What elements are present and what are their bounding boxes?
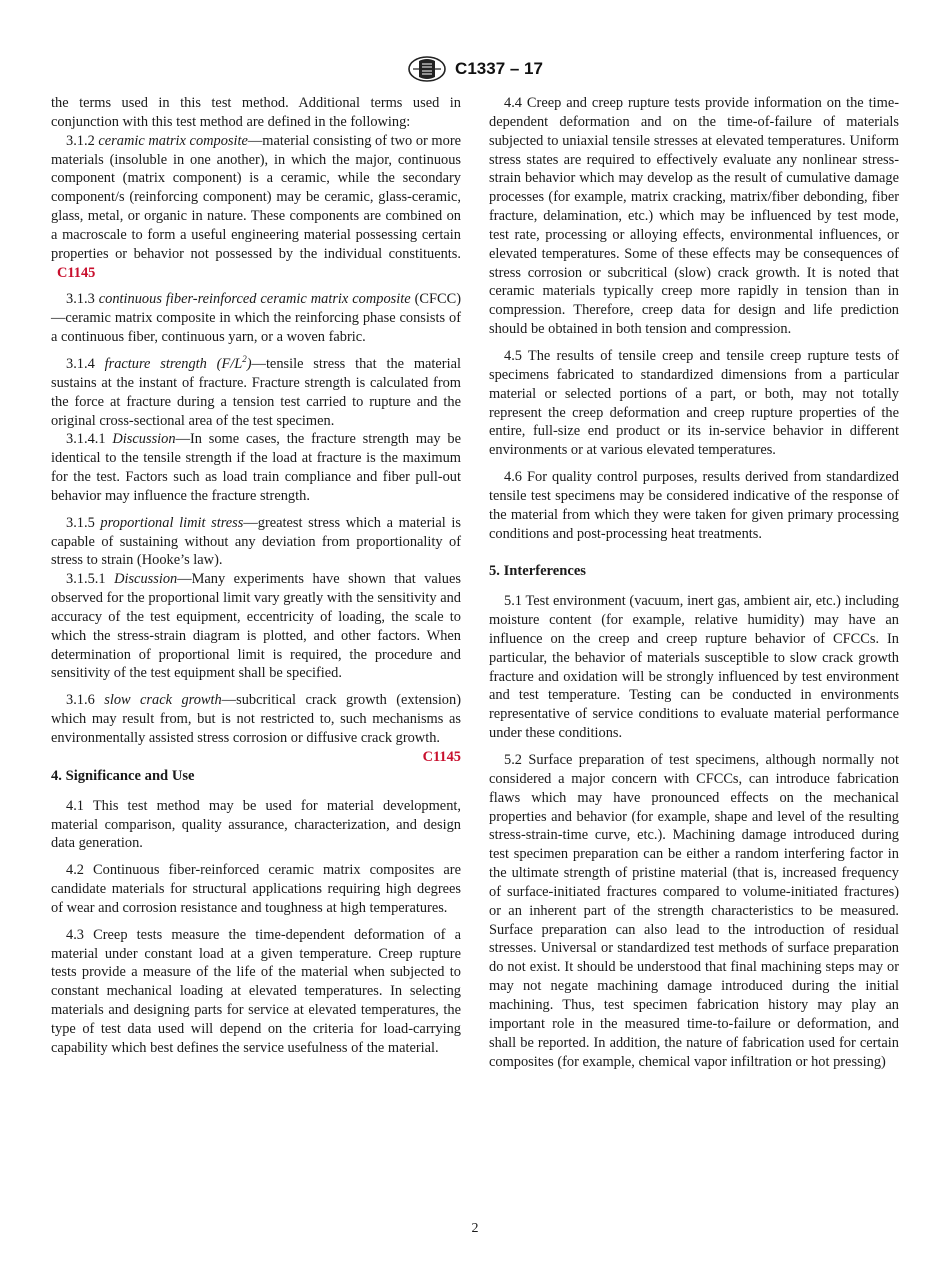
- discussion-proportional-limit: [51, 570, 461, 683]
- defined-term: proportional limit stress: [100, 514, 244, 531]
- definition-text: —greatest stress which a material is capable of sustaining without any deviation from proportionality of stress to strain (Hooke’s law).: [51, 514, 461, 569]
- paragraph: 4.1 This test method may be used for material development, material comparison, quality assurance, characterization, and design data generation.: [51, 797, 461, 852]
- definition-text: —subcritical crack growth (extension) which may result from, but is not restricted to, such mechanisms as environmentally assisted stress corrosion or diffusive crack growth.: [51, 692, 461, 746]
- astm-logo-icon: [407, 55, 447, 83]
- paragraph: 5.1 Test environment (vacuum, inert gas, ambient air, etc.) including moisture content (for example, relative humidity) may have an influence on the creep and creep rupture behavior of CFCCs. In particular, the behavior of materials susceptible to slow crack growth fracture and oxidation will be strongly influenced by test environment and test temperature. Testing can be conducted in environments representative of service conditions to evaluate material performance under these conditions.: [489, 593, 899, 742]
- paragraph: 4.3 Creep tests measure the time-dependent deformation of a material under constant load at a given temperature. Creep rupture tests provide a measure of the life of the material when subjected to constant mechanical loading at elevated temperatures. In selecting materials and designing parts for service at elevated temperatures, the type of test data used will depend on the criteria for load-carrying capability which best defines the service usefulness of the material.: [51, 926, 461, 1056]
- discussion-text: —In some cases, the fracture strength may be identical to the tensile strength if the load at fracture is the maximum for the test. Factors such as load train compliance and fiber pull-out behavior may influence the fracture strength.: [51, 431, 461, 504]
- defined-term: continuous fiber-reinforced ceramic matrix composite: [98, 291, 411, 308]
- definition-text: —material consisting of two or more materials (insoluble in one another), in which the major, continuous component (matrix component) is a ceramic, while the secondary component/s (reinforcing component) may be ceramic, glass-ceramic, glass, metal, or organic in nature. These components are combined on a macroscale to form a useful engineering material possessing certain properties or behavior not possessed by the individual constituents.: [51, 132, 461, 262]
- section-heading-significance: 4. Significance and Use: [51, 767, 195, 784]
- right-column: [489, 94, 899, 1071]
- section-number: 3.1.2: [66, 132, 95, 149]
- term-close: ): [246, 355, 252, 372]
- definition-fracture-strength: [51, 355, 461, 430]
- defined-term: ceramic matrix composite: [98, 132, 248, 149]
- definition-proportional-limit-stress: [51, 514, 461, 571]
- definition-slow-crack-growth: [51, 691, 461, 765]
- paragraph: 4.5 The results of tensile creep and tensile creep rupture tests of specimens fabricated to standardized dimensions from a particular material or selected portions of a part, or both, may not totally represent the creep deformation and creep rupture properties of the entire, full-size end product or its in-service behavior in different environments or at various elevated temperatures.: [489, 347, 899, 459]
- section-heading-interferences: 5. Interferences: [489, 563, 586, 580]
- reference-link[interactable]: C1145: [57, 264, 96, 281]
- page-number: 2: [471, 1221, 479, 1236]
- definition-ceramic-matrix-composite: [51, 132, 461, 283]
- section-number: 3.1.3: [66, 291, 95, 308]
- section-number: 3.1.5.1: [66, 571, 106, 588]
- paragraph: 5.2 Surface preparation of test specimens, although normally not considered a major concern with CFCCs, can introduce fabrication flaws which may have pronounced effects on the mechanical properties and behavior (for example, shape and level of the resulting stress-strain-time curve, etc.). Machining damage introduced during test specimen preparation can be either a random interfering factor in the ultimate strength of pristine material (that is, increased frequency of surface-initiated fractures compared to volume-initiated fractures) or an inherent part of the strength characteristics to be measured. Surface preparation can also lead to the introduction of residual stresses. Universal or standardized test methods of surface preparation do not exist. It should be understood that final machining steps may or may not negate machining damage introduced during the initial machining. Thus, test specimen fabrication history may play an important role in the measured time-to-failure or deformation, and shall be reported. In addition, the nature of fabrication used for certain composites (for example, chemical vapor infiltration or hot pressing): [489, 752, 899, 1070]
- definition-cfcc: [51, 290, 461, 347]
- section-number: 3.1.4: [66, 355, 95, 372]
- discussion-label: Discussion: [112, 431, 176, 448]
- paragraph: 4.2 Continuous fiber-reinforced ceramic matrix composites are candidate materials for structural applications requiring high degrees of wear and corrosion resistance and toughness at high temperatures.: [51, 862, 461, 916]
- defined-term: slow crack growth: [104, 692, 222, 709]
- standard-code: C1337 – 17: [455, 59, 543, 78]
- discussion-label: Discussion: [114, 571, 178, 588]
- defined-term: [105, 356, 252, 372]
- section-number: 3.1.4.1: [66, 431, 106, 448]
- paragraph: 4.4 Creep and creep rupture tests provide information on the time-dependent deformation and on the time-of-failure of materials subjected to uniaxial tensile stresses at elevated temperatures. Uniform stress states are required to effectively evaluate any nonlinear stress-strain behavior which may develop as the result of cumulative damage processes (for example, matrix cracking, matrix/fiber debonding, fiber fracture, delamination, etc.) which may be influenced by test mode, test rate, processing or alloying effects, environmental influences, or elevated temperatures. Some of these effects may be consequences of stress corrosion or subcritical (slow) crack growth. It is noted that ceramic materials typically creep more rapidly in tension than in compression. Therefore, creep data for design and life prediction should be obtained in both tension and compression.: [489, 95, 899, 338]
- reference-link[interactable]: C1145: [422, 748, 461, 765]
- term-superscript: 2: [242, 354, 247, 365]
- definition-text: (CFCC)—ceramic matrix composite in which the reinforcing phase consists of a continuous fiber, continuous yarn, or a woven fabric.: [51, 291, 462, 346]
- section-number: 3.1.6: [66, 692, 95, 709]
- left-column: [51, 94, 461, 1058]
- section-number: 3.1.5: [66, 514, 95, 531]
- definition-text: —tensile stress that the material sustains at the instant of fracture. Fracture strength is calculated from the force at fracture during a tension test carried to rupture and the original cross-sectional area of the test specimen.: [51, 355, 461, 429]
- paragraph: 4.6 For quality control purposes, results derived from standardized tensile test specimens may be considered indicative of the response of the material from which they were taken for given primary processing conditions and post-processing heat treatments.: [489, 469, 899, 542]
- discussion-text: —Many experiments have shown that values observed for the proportional limit vary greatly with the sensitivity and accuracy of the test equipment, eccentricity of loading, the scale to which the stress-strain diagram is plotted, and other factors. When determination of proportional limit is required, the procedure and sensitivity of the test equipment shall be specified.: [51, 571, 461, 682]
- discussion-fracture-strength: [51, 430, 461, 505]
- term-text: fracture strength (F/L: [104, 355, 243, 372]
- paragraph: the terms used in this test method. Additional terms used in conjunction with this test method are defined in the following:: [51, 95, 461, 130]
- page-header: [0, 55, 950, 83]
